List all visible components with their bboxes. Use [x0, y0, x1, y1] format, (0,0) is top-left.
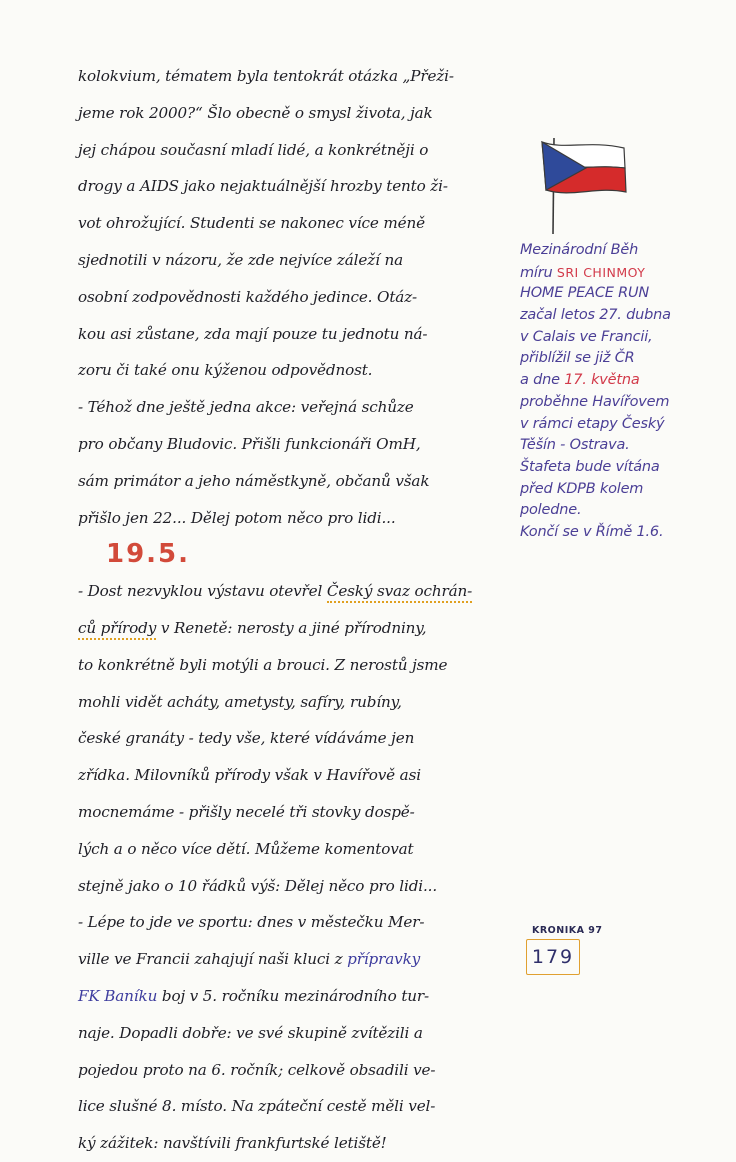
main-text-column — [78, 58, 524, 1162]
text-line: sjednotili v názoru, že zde nejvíce záleží na — [78, 250, 403, 269]
page-number: 179 — [526, 939, 580, 975]
side-segment: míru — [520, 264, 557, 281]
text-line: lých a o něco více dětí. Můžeme komentovat — [78, 839, 414, 858]
text-line: pojedou proto na 6. ročník; celkově obsadili ve- — [78, 1060, 436, 1079]
underlined-organization: Český svaz ochrán- — [327, 582, 472, 603]
text-line: naje. Dopadli dobře: ve své skupině zvítězili a — [78, 1023, 423, 1042]
date-heading-row — [78, 536, 524, 573]
side-line: v Calais ve Francii, — [520, 328, 653, 345]
text-line — [78, 610, 524, 647]
text-line: vot ohrožující. Studenti se nakonec více méně — [78, 214, 425, 233]
text-line: zřídka. Milovníků přírody však v Havířově asi — [78, 766, 421, 785]
text-line: to konkrétně byli motýli a brouci. Z nerostů jsme — [78, 655, 448, 674]
text-line: české granáty - tedy vše, které vídáváme jen — [78, 729, 415, 748]
text-segment: ville ve Francii zahajují naši kluci z — [78, 950, 348, 969]
side-highlight: SRI CHINMOY — [556, 264, 646, 280]
text-line: pro občany Bludovic. Přišli funkcionáři OmH, — [78, 434, 421, 453]
text-line: kou asi zůstane, zda mají pouze tu jednotu ná- — [78, 324, 428, 343]
side-line — [520, 262, 726, 284]
czech-flag-icon — [534, 134, 634, 242]
text-line: jej chápou současní mladí lidé, a konkrétněji o — [78, 140, 429, 159]
text-segment: boj v 5. ročníku mezinárodního tur- — [157, 986, 429, 1005]
side-segment: a dne — [520, 372, 565, 389]
underlined-organization: ců přírody — [78, 619, 156, 640]
text-line: - Téhož dne ještě jedna akce: veřejná schůze — [78, 398, 414, 417]
text-line: sám primátor a jeho náměstkyně, občanů však — [78, 471, 430, 490]
text-line: zoru či také onu kýženou odpovědnost. — [78, 361, 373, 380]
side-line: začal letos 27. dubna — [520, 307, 671, 324]
page-stamp — [526, 925, 602, 975]
highlighted-text: FK Baníku — [78, 986, 158, 1005]
chronicle-label: KRONIKA 97 — [532, 925, 603, 936]
side-line: před KDPB kolem — [520, 480, 644, 497]
text-line — [78, 573, 524, 610]
text-line: přišlo jen 22... Dělej potom něco pro lidi... — [78, 508, 396, 527]
side-line: v rámci etapy Český — [520, 415, 665, 432]
side-note — [520, 240, 726, 544]
text-line: mocnemáme - přišly necelé tři stovky dospě- — [78, 802, 415, 821]
text-line: lice slušné 8. místo. Na zpáteční cestě měli vel- — [78, 1097, 436, 1116]
text-line — [78, 941, 524, 978]
text-line: stejně jako o 10 řádků výš: Dělej něco pro lidi... — [78, 876, 438, 895]
side-line: přiblížil se již ČR — [520, 350, 635, 367]
text-line: kolokvium, tématem byla tentokrát otázka „Přeži- — [78, 67, 454, 85]
text-line: ký zážitek: navštívili frankfurtské letiště! — [78, 1134, 387, 1153]
side-highlight: HOME PEACE RUN — [520, 285, 650, 302]
side-line: Štafeta bude vítána — [520, 458, 660, 475]
date-heading: 19.5. — [106, 539, 191, 570]
side-line: proběhne Havířovem — [520, 393, 670, 410]
text-line: osobní zodpovědnosti každého jedince. Otáz- — [78, 287, 418, 306]
side-line — [520, 370, 726, 392]
text-line: jeme rok 2000?“ Šlo obecně o smysl života, jak — [78, 103, 433, 122]
side-line: Těšín - Ostrava. — [520, 437, 630, 454]
side-line: poledne. — [520, 502, 582, 519]
text-line: drogy a AIDS jako nejaktuálnější hrozby tento ži- — [78, 177, 448, 196]
text-line: mohli vidět acháty, ametysty, safíry, rubíny, — [78, 692, 402, 711]
text-line: - Lépe to jde ve sportu: dnes v městečku Mer- — [78, 913, 425, 932]
text-segment: - Dost nezvyklou výstavu otevřel — [78, 582, 327, 601]
text-line — [78, 978, 524, 1015]
text-segment: v Renetě: nerosty a jiné přírodniny, — [156, 618, 427, 637]
side-highlight: 17. května — [564, 372, 640, 389]
side-line: Mezinárodní Běh — [520, 242, 639, 258]
highlighted-text: přípravky — [347, 950, 421, 969]
side-line: Končí se v Římě 1.6. — [520, 523, 664, 540]
